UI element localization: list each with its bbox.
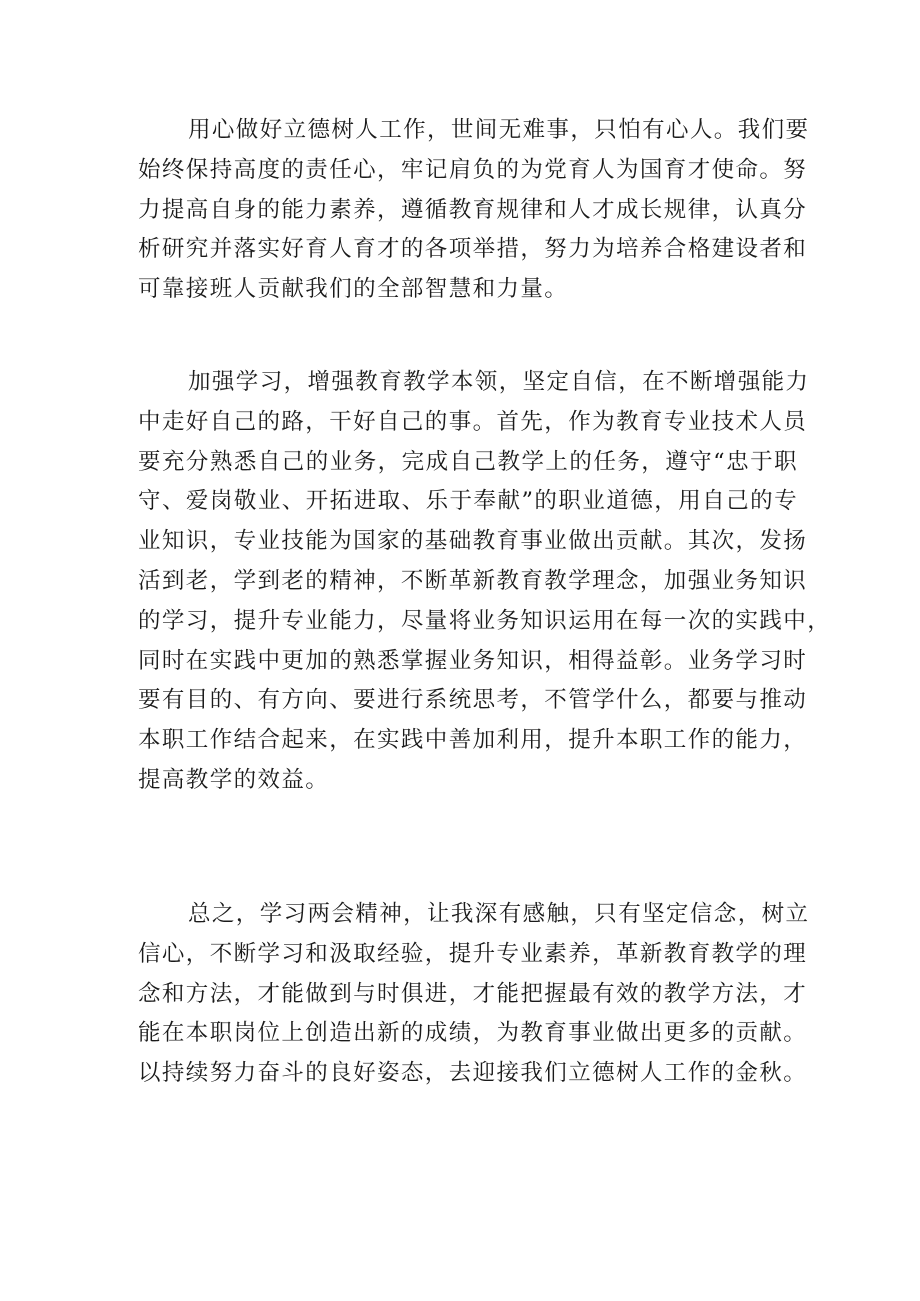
text-line: 活到老，学到老的精神，不断革新教育教学理念，加强业务知识 <box>138 567 808 594</box>
text-line: 力提高自身的能力素养，遵循教育规律和人才成长规律，认真分 <box>138 196 808 223</box>
text-line: 念和方法，才能做到与时俱进，才能把握最有效的教学方法，才 <box>138 980 808 1007</box>
text-line: 要有目的、有方向、要进行系统思考，不管学什么，都要与推动 <box>138 687 808 714</box>
paragraph-commitment <box>138 111 810 310</box>
text-line: 信心，不断学习和汲取经验，提升专业素养，革新教育教学的理 <box>138 940 808 967</box>
text-line: 可靠接班人贡献我们的全部智慧和力量。 <box>138 276 569 303</box>
text-line: 要充分熟悉自己的业务，完成自己教学上的任务，遵守“忠于职 <box>138 448 798 475</box>
text-line: 提高教学的效益。 <box>138 766 330 793</box>
text-line: 总之，学习两会精神，让我深有感触，只有坚定信念，树立 <box>188 901 810 927</box>
text-line: 的学习，提升专业能力，尽量将业务知识运用在每一次的实践中， <box>138 607 832 634</box>
paragraph-learning <box>138 363 832 801</box>
text-line: 以持续努力奋斗的良好姿态，去迎接我们立德树人工作的金秋。 <box>138 1060 808 1087</box>
paragraph-conclusion <box>138 895 810 1094</box>
text-line: 用心做好立德树人工作，世间无难事，只怕有心人。我们要 <box>188 117 810 143</box>
text-line: 中走好自己的路，干好自己的事。首先，作为教育专业技术人员 <box>138 408 808 435</box>
text-line: 加强学习，增强教育教学本领，坚定自信，在不断增强能力 <box>188 369 810 395</box>
text-line: 本职工作结合起来，在实践中善加利用，提升本职工作的能力， <box>138 727 808 754</box>
text-line: 同时在实践中更加的熟悉掌握业务知识，相得益彰。业务学习时 <box>138 647 808 674</box>
text-line: 始终保持高度的责任心，牢记肩负的为党育人为国育才使命。努 <box>138 156 808 183</box>
text-line: 析研究并落实好育人育才的各项举措，努力为培养合格建设者和 <box>138 236 808 263</box>
text-line: 业知识，专业技能为国家的基础教育事业做出贡献。其次，发扬 <box>138 528 808 555</box>
text-line: 能在本职岗位上创造出新的成绩，为教育事业做出更多的贡献。 <box>138 1020 808 1047</box>
text-line: 守、爱岗敬业、开拓进取、乐于奉献”的职业道德，用自己的专 <box>138 488 798 515</box>
